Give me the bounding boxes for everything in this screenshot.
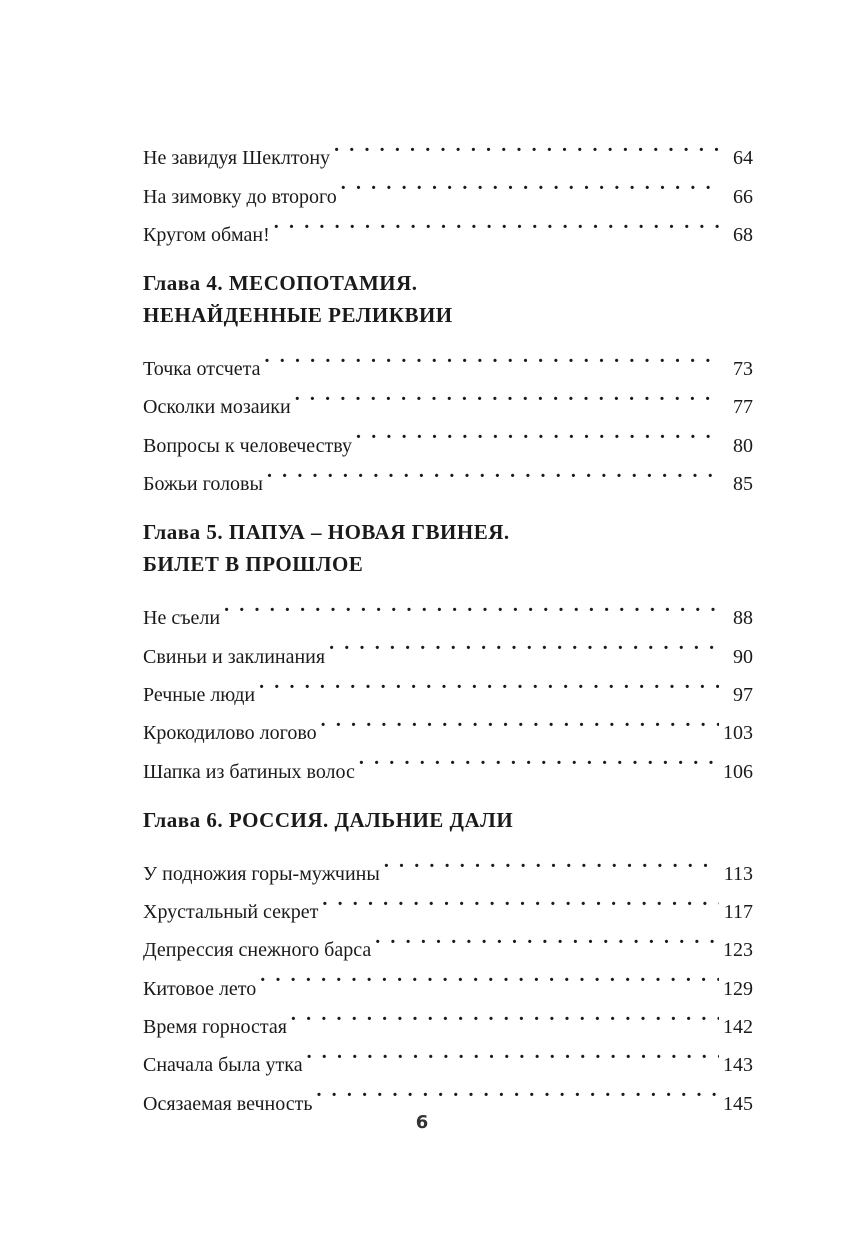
chapter-heading-line: БИЛЕТ В ПРОШЛОЕ [143,552,364,577]
dot-leader [291,995,719,1033]
toc-entry[interactable] [143,337,753,381]
toc-entry-page: 66 [733,185,753,208]
dot-leader [341,164,719,202]
dot-leader [322,880,719,918]
toc-entry-page: 77 [733,396,753,419]
table-of-contents [143,126,753,1115]
toc-entry-title: Китовое лето [143,977,257,1000]
dot-leader [356,413,719,451]
toc-entry-page: 103 [723,722,753,745]
dot-leader [334,126,719,164]
chapter-heading-line: Глава 5. ПАПУА – НОВАЯ ГВИНЕЯ. [143,520,510,545]
toc-entry-title: Крокодилово логово [143,722,317,745]
dot-leader [265,337,719,375]
toc-entry-title: Депрессия снежного барса [143,939,372,962]
toc-section [143,126,753,246]
toc-entry-title: Не завидуя Шеклтону [143,147,331,170]
chapter-heading-line: НЕНАЙДЕННЫЕ РЕЛИКВИИ [143,302,453,327]
toc-section [143,804,753,1115]
toc-entry-title: Вопросы к человечеству [143,434,353,457]
toc-entry-title: Время горностая [143,1016,287,1039]
toc-entry-page: 113 [723,862,753,885]
toc-entry-page: 85 [733,473,753,496]
toc-entry-page: 142 [723,1016,753,1039]
toc-entry-title: Шапка из батиных волос [143,760,355,783]
dot-leader [260,956,719,994]
toc-entry-page: 117 [723,901,753,924]
chapter-heading-line: Глава 6. РОССИЯ. ДАЛЬНИЕ ДАЛИ [143,807,514,832]
toc-entry[interactable] [143,842,753,885]
chapter-heading-line: Глава 4. МЕСОПОТАМИЯ. [143,270,418,295]
dot-leader [321,701,719,739]
toc-entry-page: 90 [733,645,753,668]
toc-entry-title: Свиньи и заклинания [143,645,326,668]
toc-entry-title: Осколки мозаики [143,396,291,419]
toc-entry-page: 88 [733,607,753,630]
dot-leader [274,203,719,241]
toc-entry-title: Точка отсчета [143,358,261,381]
toc-entry-page: 123 [723,939,753,962]
toc-entry-page: 129 [723,977,753,1000]
toc-entry-title: Не съели [143,607,221,630]
toc-entry-page: 145 [723,1092,753,1115]
dot-leader [224,586,719,624]
toc-entry-title: Божьи головы [143,473,263,496]
toc-entry-page: 68 [733,223,753,246]
dot-leader [295,375,719,413]
chapter-heading [143,267,753,331]
toc-entry[interactable] [143,126,753,170]
toc-entry-title: На зимовку до второго [143,185,337,208]
toc-entry[interactable] [143,624,753,668]
toc-entry-title: Хрустальный секрет [143,901,319,924]
toc-entry-page: 80 [733,434,753,457]
toc-entry-title: Сначала была утка [143,1054,303,1077]
dot-leader [329,624,719,662]
toc-entry-page: 73 [733,358,753,381]
dot-leader [359,739,719,777]
toc-entry-page: 97 [733,683,753,706]
toc-section [143,516,753,783]
toc-entry-page: 106 [723,760,753,783]
toc-entry-page: 143 [723,1054,753,1077]
dot-leader [267,452,719,490]
toc-section [143,267,753,496]
toc-entry-title: Осязаемая вечность [143,1092,313,1115]
dot-leader [259,663,719,701]
toc-entry-title: Речные люди [143,683,256,706]
chapter-heading [143,516,753,580]
dot-leader [316,1071,719,1109]
toc-entry-title: Кругом обман! [143,223,270,246]
toc-entry-title: У подножия горы-мужчины [143,862,380,885]
page-number: 6 [415,1112,429,1133]
toc-entry-page: 64 [733,147,753,170]
dot-leader [307,1033,719,1071]
dot-leader [375,918,719,956]
chapter-heading [143,804,753,836]
dot-leader [384,842,719,880]
toc-entry[interactable] [143,586,753,630]
